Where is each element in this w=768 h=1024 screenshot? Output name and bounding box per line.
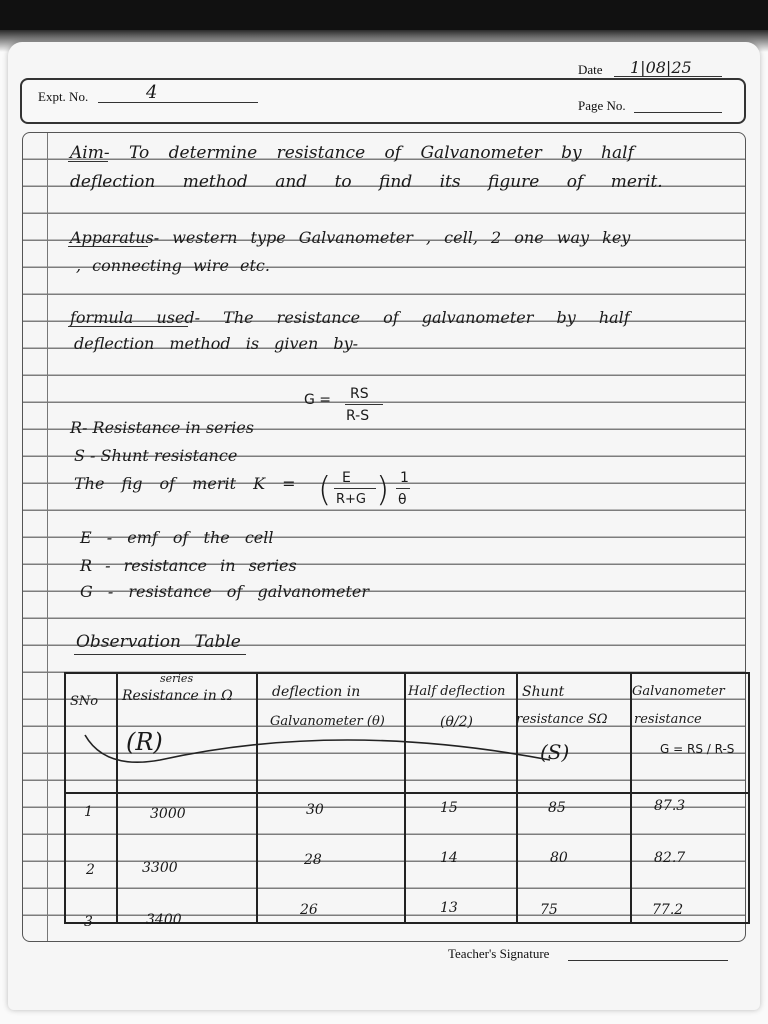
theta-numerator: 1 <box>400 470 409 486</box>
hand-drawn-curve <box>80 720 580 780</box>
apparatus-line-1: Apparatus- western type Galvanometer , cell, 2 one way key <box>70 228 631 247</box>
header-box <box>20 78 746 124</box>
g-formula-bar <box>345 404 383 405</box>
expt-underline <box>98 102 258 103</box>
header-shunt-2: resistance SΩ <box>516 712 608 727</box>
aim-line-1: Aim- To determine resistance of Galvanometer by half <box>70 143 634 163</box>
apparatus-line-2: , connecting wire etc. <box>76 256 270 275</box>
g-formula-lhs: G = <box>304 392 332 408</box>
apparatus-underline <box>68 246 148 247</box>
g-formula-numerator: RS <box>350 386 369 402</box>
theta-denominator: θ <box>398 492 407 508</box>
header-resistance-symbol: (R) <box>126 728 163 756</box>
header-sno: SNo <box>70 694 99 709</box>
header-galvanometer: Galvanometer <box>632 684 725 699</box>
row3-sno: 3 <box>84 914 93 930</box>
formula-line-1: formula used- The resistance of galvanometer by half <box>70 308 630 327</box>
header-resistance: Resistance in Ω <box>122 688 233 704</box>
teacher-signature-label: Teacher's Signature <box>448 946 550 961</box>
fig-paren-right: ) <box>376 470 390 510</box>
g-formula-denominator: R-S <box>346 408 370 424</box>
header-shunt-symbol: (S) <box>540 740 570 764</box>
date-value: 1|08|25 <box>630 58 692 77</box>
row1-sno: 1 <box>84 804 93 820</box>
table-col-divider <box>116 674 118 922</box>
page-label: Page No. <box>578 98 626 113</box>
row1-shunt: 85 <box>548 800 566 816</box>
row2-sno: 2 <box>86 862 95 878</box>
expt-value: 4 <box>146 82 158 103</box>
row1-resistance: 3000 <box>150 806 186 822</box>
row1-galvanometer: 87.3 <box>654 798 686 814</box>
header-shunt: Shunt <box>522 684 565 700</box>
g-definition: G - resistance of galvanometer <box>80 582 370 601</box>
row3-shunt: 75 <box>540 902 558 918</box>
r2-definition: R - resistance in series <box>80 556 297 575</box>
row3-galvanometer: 77.2 <box>652 902 684 918</box>
signature-line <box>568 960 728 961</box>
formula-line-2: deflection method is given by- <box>74 334 359 353</box>
e-definition: E - emf of the cell <box>80 528 274 547</box>
table-header-divider <box>66 792 748 794</box>
aim-line-2: deflection method and to find its figure of merit. <box>70 172 663 192</box>
row3-half: 13 <box>440 900 458 916</box>
table-col-divider <box>404 674 406 922</box>
row2-resistance: 3300 <box>142 860 178 876</box>
row2-shunt: 80 <box>550 850 568 866</box>
fig-bar <box>334 488 376 489</box>
header-half-deflection-2: (θ/2) <box>440 714 473 730</box>
aim-underline <box>68 161 108 162</box>
observation-title: Observation Table <box>76 632 241 652</box>
row3-resistance: 3400 <box>146 912 182 928</box>
s-definition: S - Shunt resistance <box>74 446 238 465</box>
header-deflection: deflection in <box>272 684 361 700</box>
observation-underline <box>74 654 246 655</box>
observation-table <box>64 672 750 924</box>
row2-galvanometer: 82.7 <box>654 850 686 866</box>
date-label: Date <box>578 62 603 77</box>
r-definition: R- Resistance in series <box>70 418 255 437</box>
row1-half: 15 <box>440 800 458 816</box>
row2-deflection: 28 <box>304 852 322 868</box>
formula-underline <box>68 326 188 327</box>
page-underline <box>634 112 722 113</box>
row2-half: 14 <box>440 850 458 866</box>
expt-label: Expt. No. <box>38 89 89 104</box>
fig-numerator: E <box>342 470 351 486</box>
table-col-divider <box>630 674 632 922</box>
fig-merit-lhs: The fig of merit K = <box>74 474 296 493</box>
row1-deflection: 30 <box>306 802 324 818</box>
row3-deflection: 26 <box>300 902 318 918</box>
header-half-deflection: Half deflection <box>408 684 506 699</box>
fig-paren-left: ( <box>318 470 332 510</box>
header-galvanometer-2: resistance <box>634 712 702 727</box>
header-resistance-sup: series <box>160 672 194 685</box>
table-col-divider <box>256 674 258 922</box>
theta-bar <box>396 488 410 489</box>
fig-denominator: R+G <box>336 492 366 507</box>
header-galvanometer-formula: G = RS / R-S <box>660 742 735 756</box>
date-underline <box>614 76 722 77</box>
margin-line <box>47 133 48 941</box>
header-deflection-2: Galvanometer (θ) <box>270 714 385 729</box>
